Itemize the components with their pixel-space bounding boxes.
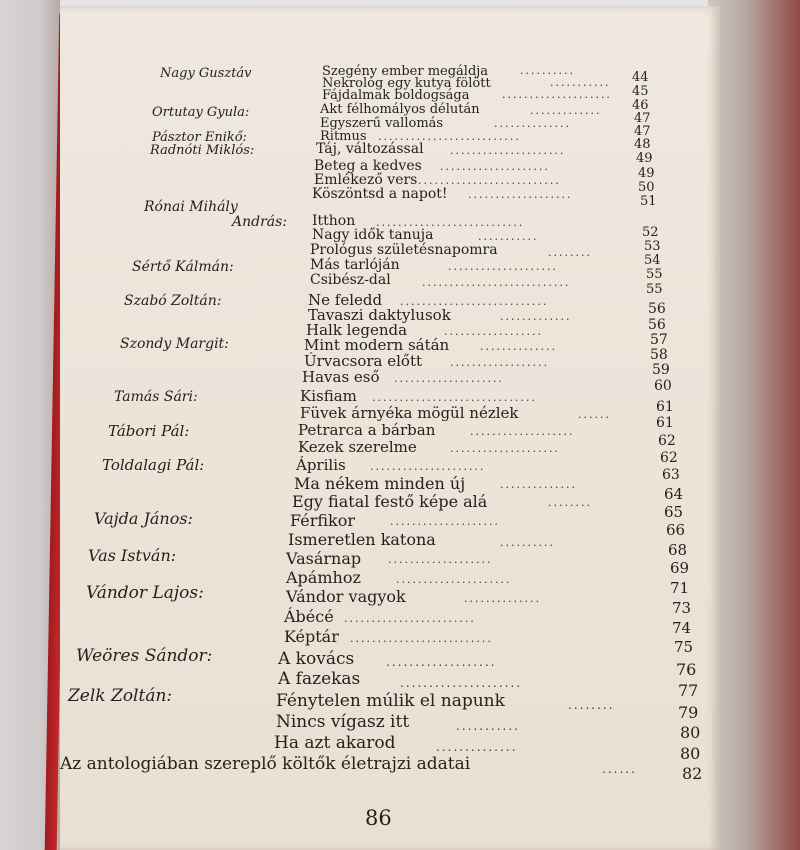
entry-title: Tavaszi daktylusok (308, 306, 451, 324)
entry-title: Vándor vagyok (286, 587, 406, 606)
page-ref: 55 (646, 282, 663, 297)
entry-title: Ritmus (320, 129, 367, 144)
author-name: Vajda János: (94, 509, 193, 528)
leader-dots: ...... (578, 408, 611, 421)
leader-dots: ........ (568, 698, 615, 712)
entry-title: Szegény ember megáldja (322, 64, 489, 79)
book-cover-right (708, 0, 800, 850)
page-ref: 68 (668, 541, 688, 559)
author-name: Toldalagi Pál: (102, 456, 205, 474)
entry-title: Kisfiam (300, 387, 357, 405)
entry-title: Prológus születésnapomra (310, 242, 498, 258)
leader-dots: ........................... (376, 216, 525, 229)
leader-dots: .................. (450, 356, 549, 369)
leader-dots: ................... (470, 425, 575, 438)
author-name: Sértő Kálmán: (132, 259, 234, 275)
author-name: András: (232, 214, 288, 230)
leader-dots: .................... (450, 442, 560, 455)
page-ref: 79 (678, 703, 699, 722)
page-ref: 54 (644, 253, 661, 268)
leader-dots: ........... (456, 719, 520, 733)
leader-dots: ........... (478, 230, 539, 243)
author-name: Weöres Sándor: (76, 646, 213, 666)
page-ref: 51 (640, 194, 657, 209)
page-ref: 44 (632, 70, 649, 85)
page-ref: 49 (638, 166, 655, 181)
leader-dots: ..................... (450, 144, 566, 157)
author-name: Vándor Lajos: (86, 583, 204, 603)
page-ref: 62 (660, 450, 678, 466)
page-ref: 73 (672, 599, 692, 617)
entry-title: Mint modern sátán (304, 336, 450, 354)
page-ref: 63 (662, 467, 680, 483)
page-ref: 52 (642, 225, 659, 240)
leader-dots: .............. (436, 740, 518, 754)
entry-title: Ábécé (284, 607, 334, 626)
entry-title: A kovács (278, 649, 355, 669)
author-name: Nagy Gusztáv (160, 66, 252, 81)
author-name: Rónai Mihály (144, 199, 238, 215)
entry-title: Ne feledd (308, 291, 383, 309)
entry-title: Úrvacsora előtt (304, 352, 423, 370)
entry-title: Más tarlóján (310, 257, 400, 273)
entry-title: Ismeretlen katona (288, 530, 436, 549)
author-name: Szabó Zoltán: (124, 293, 222, 309)
leader-dots: ........................... (400, 295, 549, 308)
page-number: 86 (365, 806, 392, 830)
author-name: Pásztor Enikő: (152, 130, 247, 145)
entry-title: Férfikor (290, 511, 355, 530)
leader-dots: ................... (468, 188, 573, 201)
entry-title: Ha azt akarod (274, 733, 396, 753)
page-ref: 59 (652, 362, 670, 378)
page-ref: 77 (678, 681, 699, 700)
author-name: Radnóti Miklós: (150, 143, 255, 158)
page-ref: 80 (680, 723, 701, 742)
entry-title: A fazekas (278, 669, 361, 689)
page-ref: 50 (638, 180, 655, 195)
page-ref: 57 (650, 332, 668, 348)
page-ref: 45 (632, 84, 649, 99)
page-ref: 65 (664, 503, 684, 521)
leader-dots: ........... (550, 76, 611, 89)
page-ref: 53 (644, 239, 661, 254)
page-ref: 74 (672, 619, 692, 637)
author-name: Zelk Zoltán: (68, 686, 173, 706)
entry-title: Akt félhomályos délután (320, 102, 480, 117)
leader-dots: .............................. (372, 391, 537, 404)
entry-title: Egy fiatal festő képe alá (292, 492, 488, 511)
leader-dots: .................... (390, 515, 500, 528)
page-ref: 56 (648, 317, 666, 333)
entry-title: Köszöntsd a napot! (312, 186, 448, 202)
entry-title: Apámhoz (286, 568, 361, 587)
leader-dots: .......... (520, 64, 575, 77)
entry-title: Beteg a kedves (314, 158, 422, 174)
leader-dots: .............. (500, 478, 577, 491)
entry-title: Az antologiában szereplő költők életrajzi adatai (60, 754, 471, 774)
leader-dots: .......................... (350, 632, 493, 645)
page-ref: 75 (674, 638, 694, 656)
page-ref: 46 (632, 98, 649, 113)
entry-title: Csibész-dal (310, 272, 391, 288)
page-ref: 48 (634, 137, 651, 152)
leader-dots: ............. (500, 310, 572, 323)
leader-dots: ........................ (344, 612, 476, 625)
page-ref: 47 (634, 124, 651, 139)
entry-title: Kezek szerelme (298, 438, 417, 456)
leader-dots: .............. (494, 117, 571, 130)
page-ref: 58 (650, 347, 668, 363)
author-name: Tábori Pál: (108, 422, 190, 440)
leader-dots: ................... (386, 655, 497, 669)
page-ref: 61 (656, 399, 674, 415)
leader-dots: ..................... (396, 573, 512, 586)
author-name: Szondy Margit: (120, 336, 229, 352)
page-ref: 49 (636, 151, 653, 166)
leader-dots: .............. (464, 592, 541, 605)
page-ref: 60 (654, 378, 672, 394)
entry-title: Képtár (284, 627, 339, 646)
entry-title: Füvek árnyéka mögül nézlek (300, 404, 519, 422)
leader-dots: .................... (440, 160, 550, 173)
page-ref: 82 (682, 764, 703, 783)
entry-title: Itthon (312, 213, 356, 229)
leader-dots: ...... (602, 762, 637, 776)
entry-title: Ma nékem minden új (294, 474, 466, 493)
page-ref: 61 (656, 415, 674, 431)
page-ref: 47 (634, 111, 651, 126)
leader-dots: .............. (480, 340, 557, 353)
leader-dots: .................... (394, 372, 504, 385)
author-name: Ortutay Gyula: (152, 105, 250, 120)
leader-dots: ..................... (370, 460, 486, 473)
leader-dots: .......................... (378, 130, 521, 143)
author-name: Tamás Sári: (114, 389, 198, 405)
page-ref: 69 (670, 559, 690, 577)
leader-dots: ........ (548, 496, 592, 509)
entry-title: Nekrológ egy kutya fölött (322, 76, 491, 91)
page-ref: 76 (676, 660, 697, 679)
page-ref: 55 (646, 267, 663, 282)
leader-dots: ........................... (422, 276, 571, 289)
author-name: Vas István: (88, 546, 177, 565)
entry-title: Nincs vígasz itt (276, 712, 410, 732)
leader-dots: .................. (444, 325, 543, 338)
leader-dots: ........ (548, 246, 592, 259)
entry-title: Halk legenda (306, 321, 408, 339)
page-ref: 71 (670, 579, 690, 597)
page-ref: 66 (666, 521, 686, 539)
leader-dots: .......................... (418, 174, 561, 187)
leader-dots: .................... (502, 88, 612, 101)
entry-title: Táj, változással (316, 141, 424, 157)
entry-title: Emlékező vers (314, 172, 418, 188)
entry-title: Nagy idők tanuja (312, 227, 434, 243)
page-ref: 64 (664, 485, 684, 503)
entry-title: Egyszerű vallomás (320, 116, 444, 131)
entry-title: Petrarca a bárban (298, 421, 436, 439)
page-ref: 80 (680, 744, 701, 763)
leader-dots: ................... (388, 553, 493, 566)
book-page (60, 6, 720, 850)
entry-title: Fájdalmak boldogsága (322, 88, 470, 103)
leader-dots: ..................... (400, 676, 523, 690)
page-ref: 56 (648, 301, 666, 317)
entry-title: Vasárnap (286, 549, 362, 568)
leader-dots: .......... (500, 536, 555, 549)
page-ref: 62 (658, 433, 676, 449)
entry-title: Fénytelen múlik el napunk (276, 691, 505, 711)
entry-title: Április (296, 456, 346, 474)
leader-dots: ............. (530, 104, 602, 117)
entry-title: Havas eső (302, 368, 380, 386)
leader-dots: .................... (448, 260, 558, 273)
